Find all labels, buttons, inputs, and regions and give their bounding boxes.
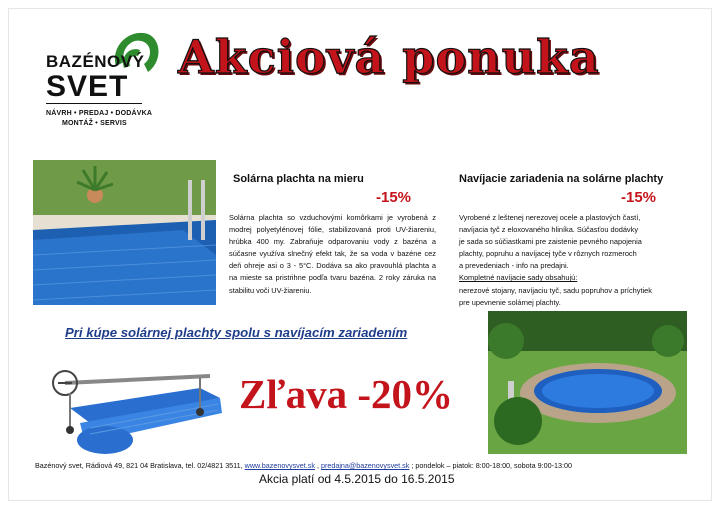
logo-divider (46, 103, 142, 104)
product1-discount: -15% (376, 189, 412, 206)
footer-company: Bazénový svet, Rádiová 49, 821 04 Bratislava, tel. 02/4821 3511, (35, 461, 245, 470)
product2-sets-line: pre upevnenie solárnej plachty. (459, 297, 561, 307)
footer-contact (35, 461, 572, 470)
solar-cover-photo (33, 160, 216, 305)
email-link[interactable]: predajna@bazenovysvet.sk (320, 461, 410, 470)
combo-offer-text: Pri kúpe solárnej plachty spolu s navíjacím zariadením (65, 325, 408, 340)
product2-sets-heading: Kompletné navíjacie sady obsahujú: (459, 273, 578, 283)
product2-sets-line: nerezové stojany, navíjaciu tyč, sadu popruhov a príchytiek (459, 285, 652, 295)
logo-tagline-2: MONTÁŽ • SERVIS (62, 120, 127, 127)
product2-description (459, 212, 694, 309)
product2-title: Navíjacie zariadenia na solárne plachty (459, 173, 664, 185)
garden-pool-photo (488, 311, 687, 454)
product2-line: plachty, popruhu a navíjacej tyče v rôznych rozmeroch (459, 249, 637, 259)
product2-line: a prevedeniach - info na predajni. (459, 261, 569, 271)
product2-line: je sada so súčiastkami pre zaistenie pevného napojenia (459, 237, 642, 247)
combo-discount: Zľava -20% (239, 371, 453, 417)
headline: Akciová ponuka (178, 30, 600, 84)
footer-separator: , (314, 461, 321, 470)
product1-title: Solárna plachta na mieru (233, 173, 364, 185)
offer-validity: Akcia platí od 4.5.2015 do 16.5.2015 (259, 472, 455, 486)
website-link[interactable]: www.bazenovysvet.sk (244, 461, 315, 470)
product2-line: navíjacia tyč z eloxovaného hliníka. Súčasťou dodávky (459, 225, 639, 235)
logo-tagline-1: NÁVRH • PREDAJ • DODÁVKA (46, 110, 153, 117)
product1-description: Solárna plachta so vzduchovými komôrkami je vyrobená z modrej polyetylénovej fólie, stabilizovaná proti UV-žiareniu, hrúbka 400 my. Zabraňuje odparovaniu vody z bazéna a súčasne využíva slnečný efekt tak, že sa voda v bazéne cez deň ohreje asi o 3 - 5°C. Dodáva sa ako pravouhlá plachta a na mieste sa pristrihne podľa tvaru bazéna. 2 roky záruka na stabilitu voči UV-žiareniu. (229, 213, 436, 295)
footer-hours: ; pondelok – piatok: 8:00-18:00, sobota 9:00-13:00 (409, 461, 572, 470)
cover-reel-photo (50, 368, 225, 458)
logo-text-line1: BAZÉNOVÝ (46, 52, 145, 71)
product2-discount: -15% (621, 189, 657, 206)
logo-text-line2: SVET (46, 70, 129, 103)
product2-line: Vyrobené z leštenej nerezovej ocele a plastových častí, (459, 213, 641, 222)
